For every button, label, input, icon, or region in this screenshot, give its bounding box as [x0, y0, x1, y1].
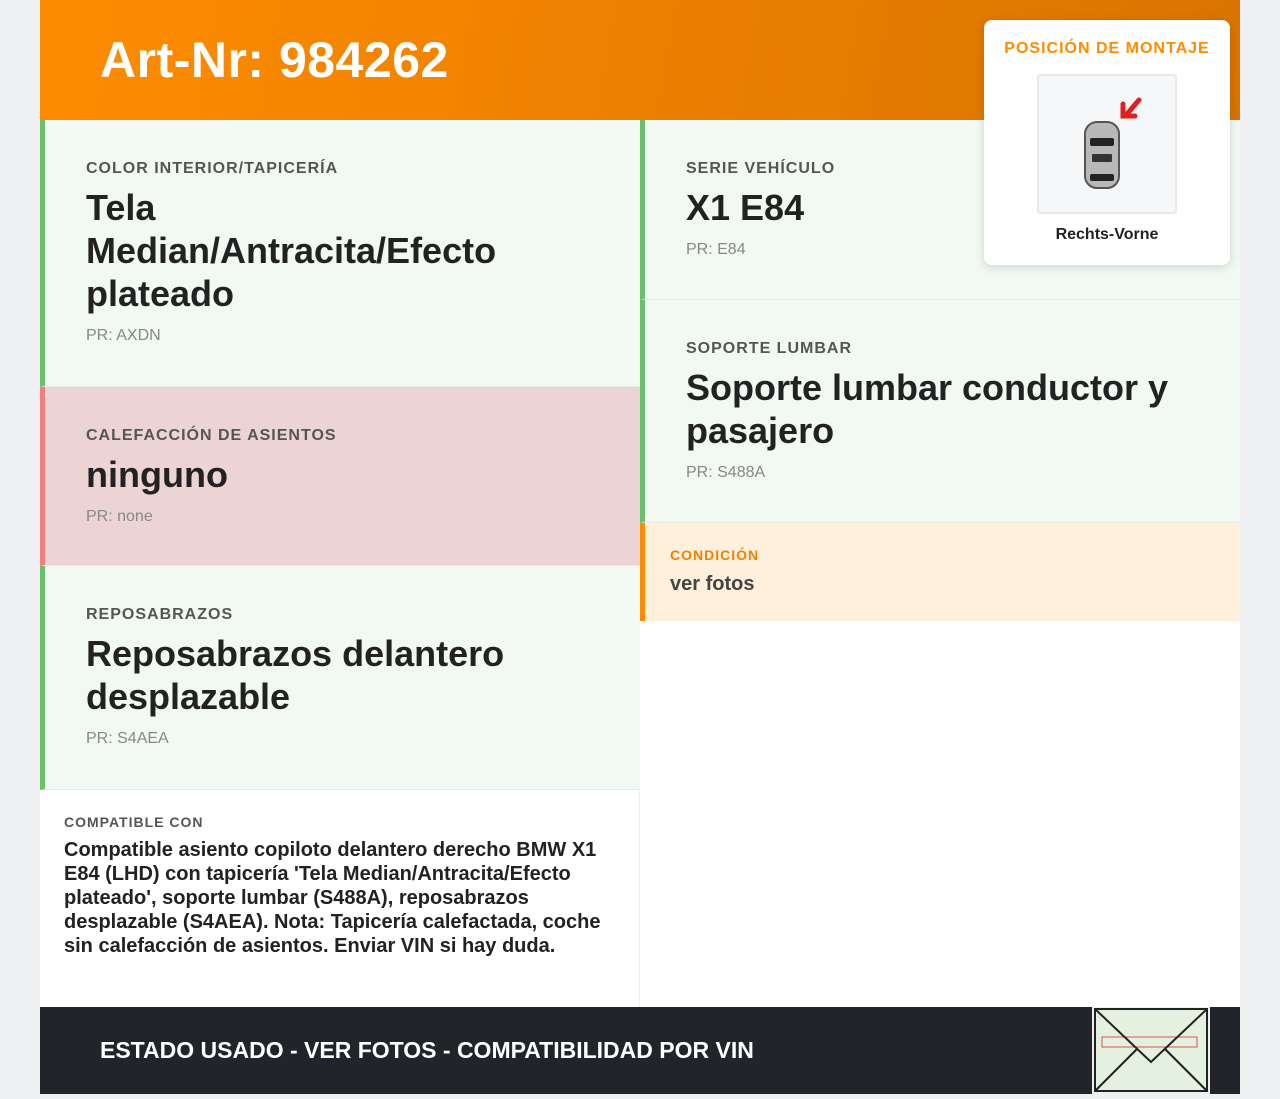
- card-label: CALEFACCIÓN DE ASIENTOS: [86, 427, 337, 444]
- vin-envelope-image: [1092, 1007, 1210, 1094]
- card-value: Tela Median/Antracita/Efecto plateado: [86, 187, 497, 314]
- card-label: SERIE VEHÍCULO: [686, 160, 836, 177]
- condition-section: [640, 523, 1240, 621]
- card-pr: PR: S4AEA: [86, 730, 169, 747]
- compatible-label: COMPATIBLE CON: [64, 814, 204, 830]
- card-seat-heating: [40, 387, 640, 566]
- footer-text: ESTADO USADO - VER FOTOS - COMPATIBILIDAD POR VIN: [100, 1037, 754, 1063]
- card-lumbar-support: [640, 300, 1240, 523]
- car-position-image: [1037, 74, 1177, 214]
- card-value: ninguno: [86, 454, 228, 495]
- footer: [40, 1007, 1240, 1094]
- card-interior-color: [40, 120, 640, 387]
- compatible-section: [40, 790, 640, 1007]
- card-pr: PR: S488A: [686, 464, 766, 481]
- card-armrest: [40, 566, 640, 790]
- condition-value: ver fotos: [670, 573, 755, 595]
- card-label: SOPORTE LUMBAR: [686, 340, 852, 357]
- mounting-label: POSICIÓN DE MONTAJE: [1004, 40, 1210, 57]
- mounting-position-value: Rechts-Vorne: [1055, 226, 1159, 243]
- card-pr: PR: E84: [686, 241, 746, 258]
- card-pr: PR: none: [86, 508, 153, 525]
- card-value: Soporte lumbar conductor y pasajero: [686, 367, 1169, 451]
- article-number: Art-Nr: 984262: [100, 32, 449, 88]
- card-value: Reposabrazos delantero desplazable: [86, 633, 505, 717]
- condition-label: CONDICIÓN: [670, 547, 760, 563]
- card-label: COLOR INTERIOR/TAPICERÍA: [86, 160, 339, 177]
- card-pr: PR: AXDN: [86, 327, 161, 344]
- mounting-position-card: [984, 20, 1230, 265]
- compatible-text: Compatible asiento copiloto delantero derecho BMW X1 E84 (LHD) con tapicería 'Tela Median/Antracita/Efecto plateado', soporte lumbar (S488A), reposabrazos desplazable (S4AEA). Nota: Tapicería calefactada, coche sin calefacción de asientos. Enviar VIN si hay duda.: [64, 839, 601, 957]
- card-label: REPOSABRAZOS: [86, 606, 234, 623]
- car-top-view-icon: [1067, 94, 1147, 194]
- card-value: X1 E84: [686, 187, 805, 228]
- left-column: [40, 120, 640, 1007]
